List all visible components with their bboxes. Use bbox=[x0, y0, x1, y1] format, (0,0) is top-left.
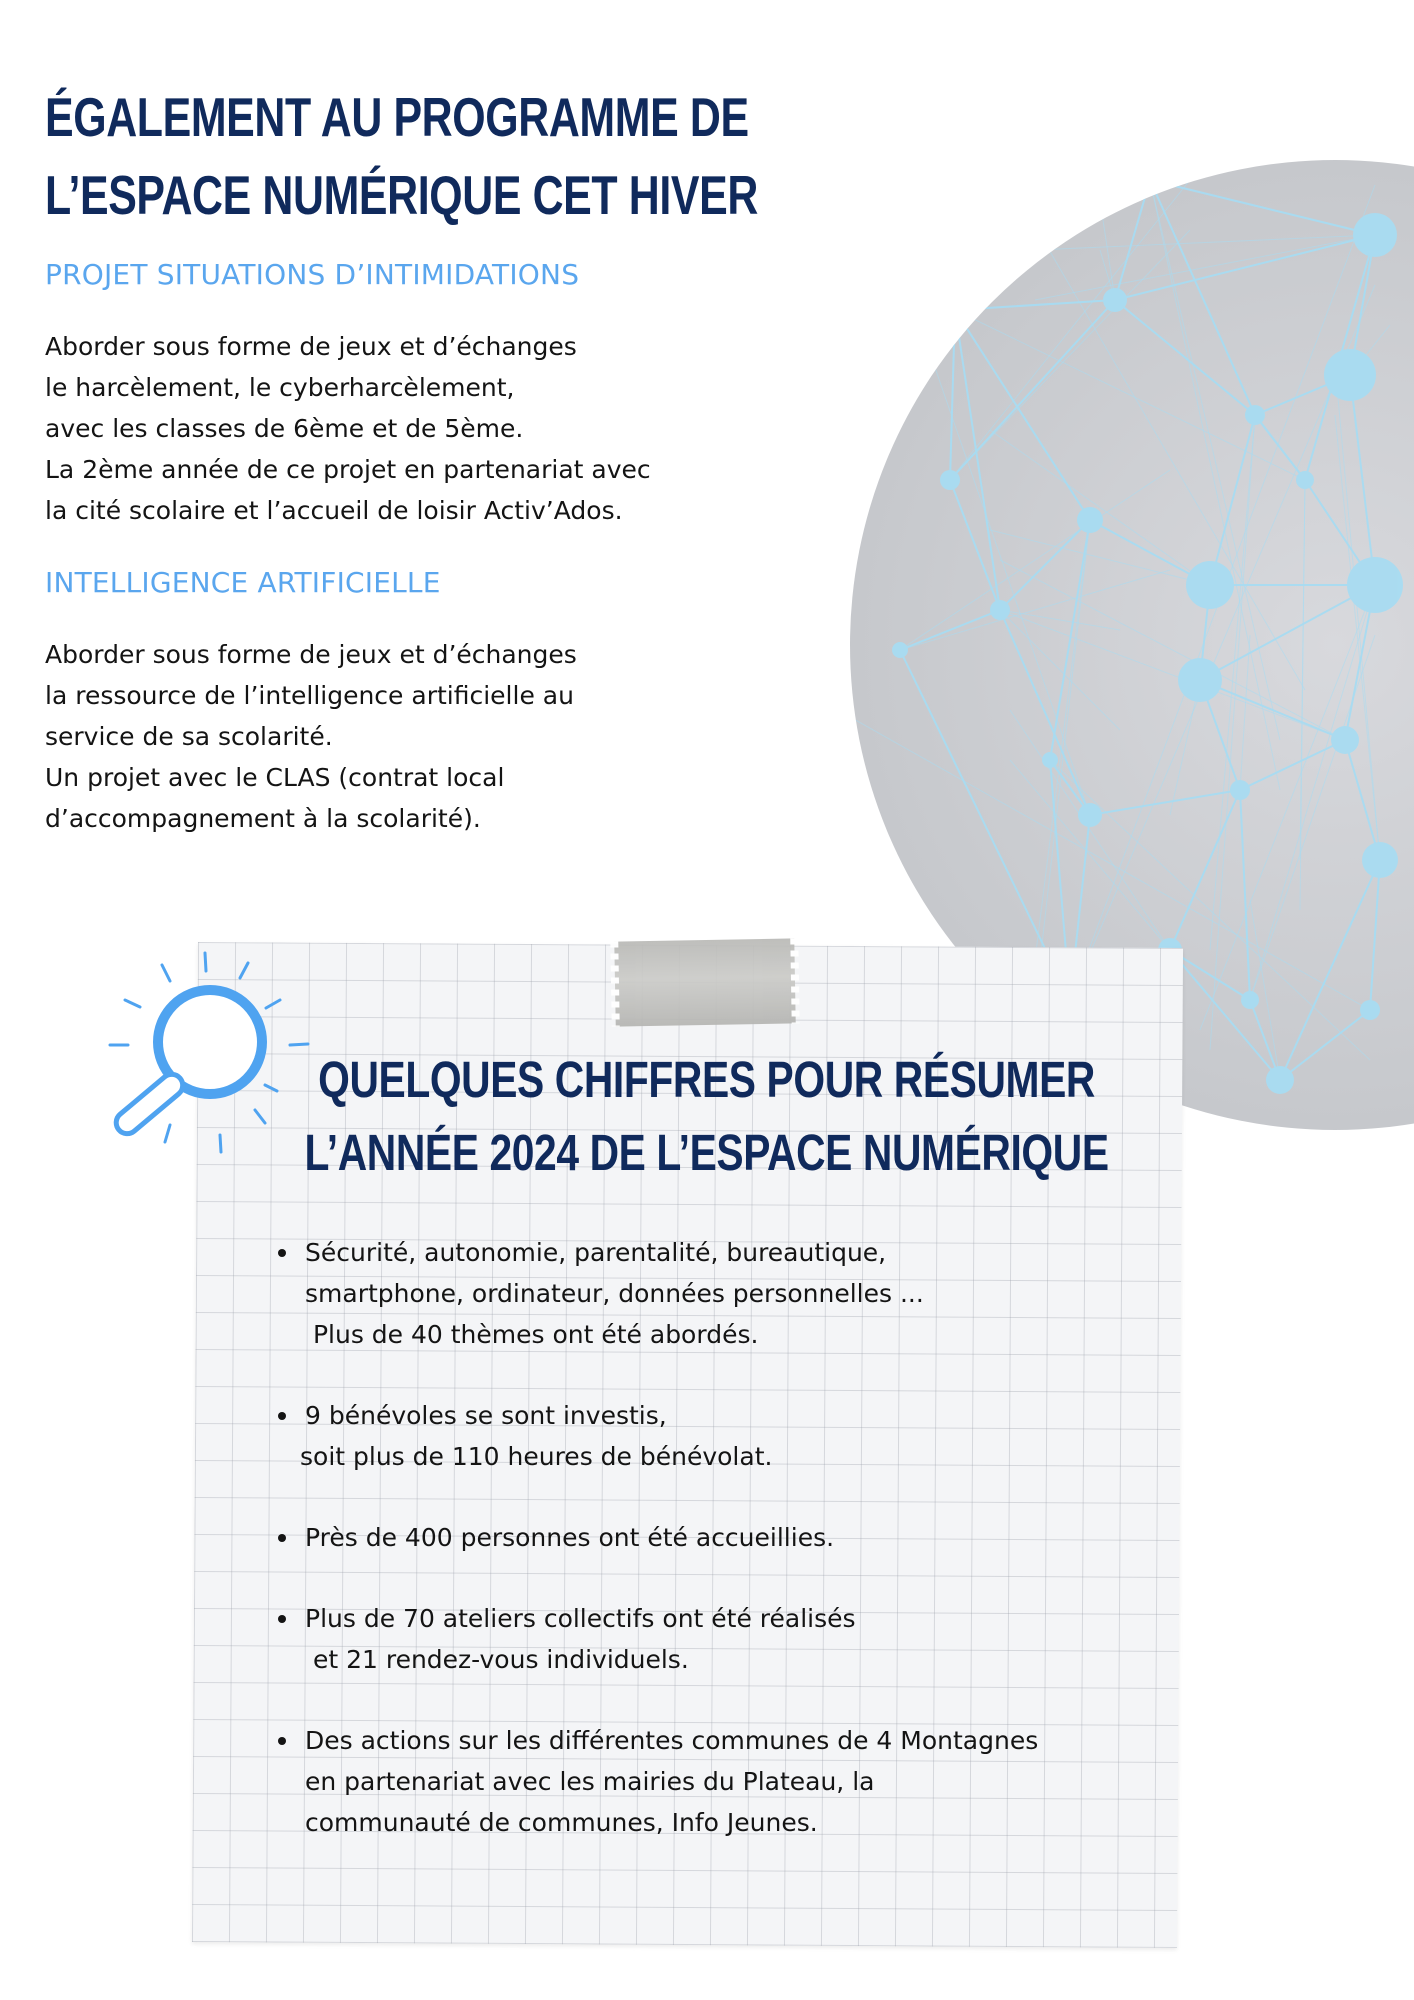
body-line: La 2ème année de ce projet en partenariat avec bbox=[45, 455, 651, 484]
network-node bbox=[1230, 780, 1250, 800]
list-item-line: Près de 400 personnes ont été accueillies. bbox=[305, 1523, 835, 1552]
list-item bbox=[275, 1517, 1175, 1558]
section-heading-ia: INTELLIGENCE ARTIFICIELLE bbox=[45, 566, 441, 599]
body-line: avec les classes de 6ème et de 5ème. bbox=[45, 414, 524, 443]
list-item-line: Plus de 70 ateliers collectifs ont été réalisés bbox=[305, 1604, 856, 1633]
network-node bbox=[1296, 471, 1314, 489]
network-node bbox=[1347, 557, 1403, 613]
network-node bbox=[990, 600, 1010, 620]
network-node bbox=[1178, 658, 1222, 702]
page-title-line-1: ÉGALEMENT AU PROGRAMME DE bbox=[45, 86, 749, 148]
section-body-ia bbox=[45, 634, 577, 839]
network-node bbox=[1245, 405, 1265, 425]
page-title bbox=[45, 78, 758, 234]
network-node bbox=[1042, 752, 1058, 768]
network-node bbox=[1362, 842, 1398, 878]
list-item-line: Des actions sur les différentes communes de 4 Montagnes bbox=[305, 1726, 1039, 1755]
network-node bbox=[1186, 561, 1234, 609]
stats-title-text: L’ANNÉE 2024 DE L’ESPACE NUMÉRIQUE bbox=[304, 1124, 1110, 1181]
body-line: d’accompagnement à la scolarité). bbox=[45, 804, 481, 833]
network-node bbox=[1078, 803, 1102, 827]
network-node bbox=[1324, 349, 1376, 401]
list-item-line: 9 bénévoles se sont investis, bbox=[305, 1401, 667, 1430]
list-item-line: smartphone, ordinateur, données personnelles ... bbox=[305, 1279, 924, 1308]
body-line: service de sa scolarité. bbox=[45, 722, 333, 751]
body-line: Aborder sous forme de jeux et d’échanges bbox=[45, 332, 577, 361]
network-node bbox=[1360, 1000, 1380, 1020]
body-line: la ressource de l’intelligence artificielle au bbox=[45, 681, 574, 710]
network-node bbox=[1103, 288, 1127, 312]
tape-strip bbox=[614, 938, 795, 1026]
network-node bbox=[1012, 192, 1028, 208]
list-item bbox=[275, 1598, 1175, 1680]
list-item-line: soit plus de 110 heures de bénévolat. bbox=[300, 1442, 773, 1471]
stats-title-text: QUELQUES CHIFFRES POUR RÉSUMER bbox=[318, 1051, 1096, 1108]
network-node bbox=[937, 292, 973, 328]
body-line: Un projet avec le CLAS (contrat local bbox=[45, 763, 505, 792]
body-line: la cité scolaire et l’accueil de loisir Activ’Ados. bbox=[45, 496, 623, 525]
list-item-line: Sécurité, autonomie, parentalité, bureautique, bbox=[305, 1238, 887, 1267]
list-item bbox=[275, 1395, 1175, 1477]
network-node bbox=[1241, 991, 1259, 1009]
network-node bbox=[892, 642, 908, 658]
network-node bbox=[1140, 170, 1160, 190]
stats-title-line-1 bbox=[0, 1050, 1414, 1109]
stats-title-line-2 bbox=[0, 1123, 1414, 1182]
network-node bbox=[1353, 213, 1397, 257]
list-item-line: en partenariat avec les mairies du Plateau, la bbox=[305, 1767, 875, 1796]
page-title-line-2: L’ESPACE NUMÉRIQUE CET HIVER bbox=[45, 164, 758, 226]
body-line: Aborder sous forme de jeux et d’échanges bbox=[45, 640, 577, 669]
network-node bbox=[1077, 507, 1103, 533]
list-item-line: communauté de communes, Info Jeunes. bbox=[305, 1808, 818, 1837]
section-body-intimidations bbox=[45, 326, 651, 531]
list-item-line: Plus de 40 thèmes ont été abordés. bbox=[305, 1320, 759, 1349]
section-heading-intimidations: PROJET SITUATIONS D’INTIMIDATIONS bbox=[45, 258, 580, 291]
list-item bbox=[275, 1232, 1175, 1355]
list-item bbox=[275, 1720, 1175, 1843]
body-line: le harcèlement, le cyberharcèlement, bbox=[45, 373, 515, 402]
network-node bbox=[940, 470, 960, 490]
network-line bbox=[1020, 180, 1150, 200]
stats-list bbox=[275, 1232, 1175, 1883]
network-node bbox=[1331, 726, 1359, 754]
list-item-line: et 21 rendez-vous individuels. bbox=[305, 1645, 689, 1674]
